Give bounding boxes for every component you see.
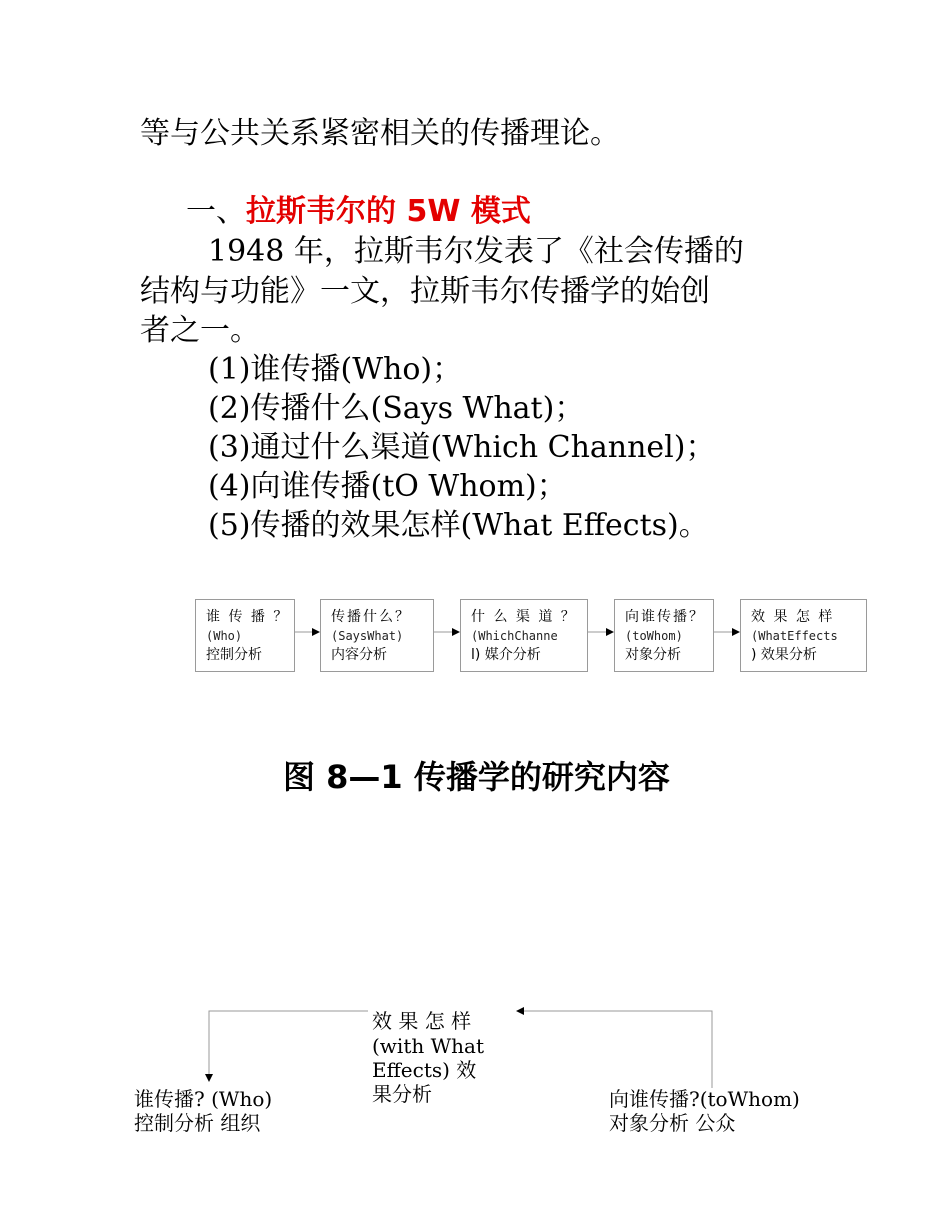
cycle-left-line-1: 谁传播? (Who) (134, 1087, 273, 1111)
intro-line: 等与公共关系紧密相关的传播理论。 (140, 116, 620, 151)
flow-box-english: (SaysWhat) (331, 629, 404, 643)
cycle-top-line-3: Effects) 效 (372, 1058, 477, 1082)
flow-box-english: (toWhom) (625, 629, 683, 643)
flow-box-analysis: 控制分析 (206, 647, 262, 663)
flow-box-analysis: 对象分析 (625, 647, 681, 663)
flow-box-channel (460, 599, 588, 672)
cycle-right-line-2: 对象分析 公众 (609, 1111, 736, 1135)
flow-box-english: (Who) (206, 629, 243, 643)
flow-box-label: 效 果 怎 样 (751, 609, 835, 625)
cycle-left-line-2: 控制分析 组织 (134, 1111, 261, 1135)
flow-box-label: 向谁传播？ (625, 609, 705, 625)
paragraph-line-2: 结构与功能》一文，拉斯韦尔传播学的始创 (140, 274, 710, 309)
flow-box-who (195, 599, 295, 672)
flow-box-analysis: l) 媒介分析 (471, 647, 541, 663)
flow-box-label: 传播什么？ (331, 609, 411, 625)
cycle-arrow-right (517, 1011, 712, 1088)
list-item-says-what: (2)传播什么(Says What)； (208, 391, 585, 426)
cycle-top-line-2: (with What (372, 1034, 484, 1058)
list-item-effects: (5)传播的效果怎样(What Effects)。 (208, 508, 709, 543)
flow-box-label: 什 么 渠 道 ？ (471, 609, 577, 625)
flow-box-whom (614, 599, 714, 672)
flow-box-says-what (320, 599, 434, 672)
flow-box-analysis: ) 效果分析 (751, 647, 817, 663)
flow-box-label: 谁 传 播 ？ (206, 609, 290, 625)
flow-box-analysis: 内容分析 (331, 647, 387, 663)
cycle-right-line-1: 向谁传播?(toWhom) (609, 1087, 800, 1111)
figure-caption: 图 8—1 传播学的研究内容 (283, 758, 670, 796)
cycle-top-line-1: 效 果 怎 样 (372, 1009, 472, 1033)
cycle-top-line-4: 果分析 (372, 1082, 432, 1106)
paragraph-line-1: 1948 年，拉斯韦尔发表了《社会传播的 (208, 234, 744, 269)
flow-box-english: (WhichChanne (471, 629, 558, 643)
list-item-whom: (4)向谁传播(tO Whom)； (208, 469, 567, 504)
list-item-channel: (3)通过什么渠道(Which Channel)； (208, 430, 716, 465)
cycle-arrow-left (209, 1011, 368, 1081)
section-title: 拉斯韦尔的 5W 模式 (246, 194, 531, 229)
list-item-who: (1)谁传播(Who)； (208, 352, 463, 387)
paragraph-line-3: 者之一。 (140, 313, 260, 348)
section-prefix: 一、 (186, 194, 246, 229)
flow-box-effects (740, 599, 867, 672)
flow-box-english: (WhatEffects (751, 629, 838, 643)
